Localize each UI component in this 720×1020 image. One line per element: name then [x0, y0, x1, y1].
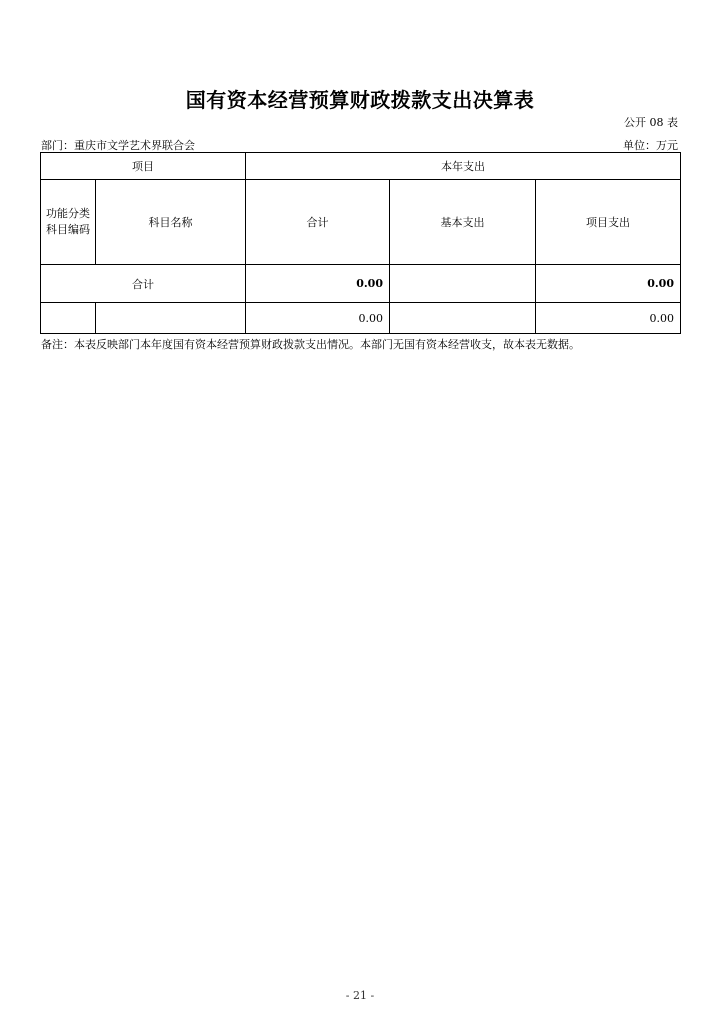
table-row	[41, 303, 681, 334]
footnote: 备注：本表反映部门本年度国有资本经营预算财政拨款支出情况。本部门无国有资本经营收支，故本表无数据。	[41, 338, 580, 351]
unit-label: 单位：万元	[623, 139, 678, 152]
col-header-code: 功能分类科目编码	[41, 180, 96, 265]
header-item: 项目	[41, 153, 246, 180]
col-header-name: 科目名称	[96, 180, 246, 265]
total-project-cell: 0.00	[536, 265, 681, 303]
header-expense: 本年支出	[246, 153, 681, 180]
total-basic-cell	[390, 265, 536, 303]
total-cell: 0.00	[246, 265, 390, 303]
row-code-cell	[41, 303, 96, 334]
row-basic-cell	[390, 303, 536, 334]
row-project-cell: 0.00	[536, 303, 681, 334]
header-row-1	[41, 153, 681, 180]
col-header-total: 合计	[246, 180, 390, 265]
page-number: - 21 -	[345, 989, 375, 1002]
col-header-project: 项目支出	[536, 180, 681, 265]
col-header-basic: 基本支出	[390, 180, 536, 265]
total-row	[41, 265, 681, 303]
expenditure-table	[40, 152, 681, 334]
department-label: 部门：重庆市文学艺术界联合会	[41, 139, 195, 152]
total-label: 合计	[41, 265, 246, 303]
form-number: 公开 08 表	[624, 116, 678, 129]
row-total-cell: 0.00	[246, 303, 390, 334]
header-row-2	[41, 180, 681, 265]
row-name-cell	[96, 303, 246, 334]
page-title: 国有资本经营预算财政拨款支出决算表	[185, 88, 535, 112]
